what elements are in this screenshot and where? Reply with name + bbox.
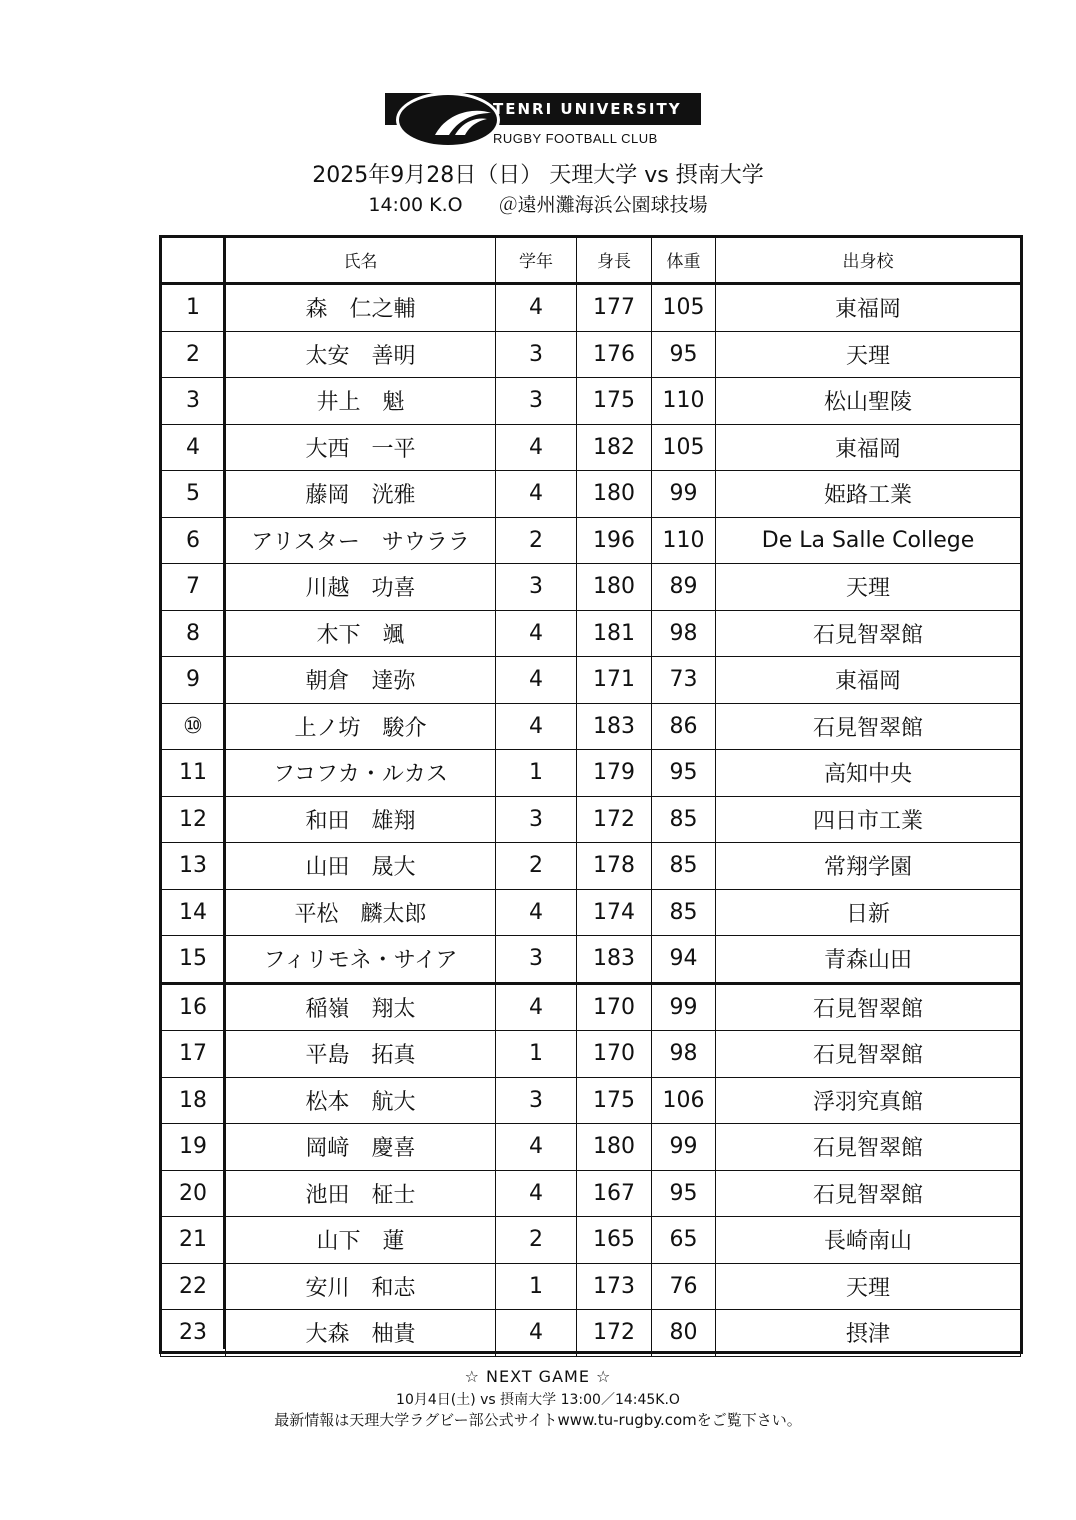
table-row bbox=[161, 796, 1021, 843]
cell-name: 森 仁之輔 bbox=[226, 284, 496, 332]
cell-name: 和田 雄翔 bbox=[226, 796, 496, 843]
table-row bbox=[161, 1263, 1021, 1310]
cell-no: 19 bbox=[161, 1124, 226, 1171]
cell-height: 165 bbox=[577, 1217, 652, 1264]
table-row bbox=[161, 424, 1021, 471]
kickoff-time: 14:00 K.O bbox=[368, 194, 463, 216]
cell-school: 石見智翠館 bbox=[716, 1170, 1021, 1217]
match-subtitle bbox=[0, 190, 1076, 217]
cell-name: 松本 航大 bbox=[226, 1077, 496, 1124]
cell-weight: 73 bbox=[652, 657, 716, 704]
number-column-divider bbox=[223, 236, 226, 1349]
logo-club-name: RUGBY FOOTBALL CLUB bbox=[493, 131, 658, 146]
cell-school: 日新 bbox=[716, 889, 1021, 936]
cell-no: ⑩ bbox=[161, 703, 226, 750]
cell-weight: 95 bbox=[652, 331, 716, 378]
cell-school: 天理 bbox=[716, 331, 1021, 378]
cell-grade: 3 bbox=[496, 796, 577, 843]
cell-grade: 4 bbox=[496, 471, 577, 518]
cell-grade: 4 bbox=[496, 284, 577, 332]
table-row bbox=[161, 1170, 1021, 1217]
logo-university-name: TENRI UNIVERSITY bbox=[493, 100, 682, 118]
cell-no: 18 bbox=[161, 1077, 226, 1124]
cell-name: 大西 一平 bbox=[226, 424, 496, 471]
cell-weight: 80 bbox=[652, 1310, 716, 1357]
cell-no: 6 bbox=[161, 517, 226, 564]
cell-weight: 99 bbox=[652, 983, 716, 1031]
header-name: 氏名 bbox=[226, 237, 496, 284]
cell-no: 21 bbox=[161, 1217, 226, 1264]
cell-name: 山下 蓮 bbox=[226, 1217, 496, 1264]
cell-weight: 106 bbox=[652, 1077, 716, 1124]
table-row bbox=[161, 889, 1021, 936]
cell-height: 183 bbox=[577, 703, 652, 750]
venue: ＠遠州灘海浜公園球技場 bbox=[498, 194, 708, 216]
cell-school: 石見智翠館 bbox=[716, 703, 1021, 750]
cell-school: 常翔学園 bbox=[716, 843, 1021, 890]
cell-height: 172 bbox=[577, 796, 652, 843]
cell-height: 178 bbox=[577, 843, 652, 890]
cell-weight: 98 bbox=[652, 1031, 716, 1078]
cell-weight: 98 bbox=[652, 610, 716, 657]
website-info: 最新情報は天理大学ラグビー部公式サイトwww.tu-rugby.comをご覧下さい。 bbox=[274, 1411, 802, 1429]
cell-no: 15 bbox=[161, 936, 226, 984]
table-row bbox=[161, 657, 1021, 704]
table-row bbox=[161, 284, 1021, 332]
cell-grade: 4 bbox=[496, 657, 577, 704]
table-row bbox=[161, 1124, 1021, 1171]
roster-body bbox=[161, 284, 1021, 1357]
cell-school: 石見智翠館 bbox=[716, 1124, 1021, 1171]
table-row bbox=[161, 703, 1021, 750]
cell-name: 川越 功喜 bbox=[226, 564, 496, 611]
cell-height: 179 bbox=[577, 750, 652, 797]
cell-no: 5 bbox=[161, 471, 226, 518]
cell-school: 天理 bbox=[716, 564, 1021, 611]
table-row bbox=[161, 1310, 1021, 1357]
cell-grade: 2 bbox=[496, 517, 577, 564]
cell-height: 171 bbox=[577, 657, 652, 704]
cell-no: 23 bbox=[161, 1310, 226, 1357]
cell-school: 姫路工業 bbox=[716, 471, 1021, 518]
cell-name: 平島 拓真 bbox=[226, 1031, 496, 1078]
cell-name: 太安 善明 bbox=[226, 331, 496, 378]
next-game-heading: ☆ NEXT GAME ☆ bbox=[464, 1367, 612, 1386]
cell-weight: 99 bbox=[652, 471, 716, 518]
cell-grade: 3 bbox=[496, 331, 577, 378]
cell-weight: 85 bbox=[652, 889, 716, 936]
cell-grade: 4 bbox=[496, 703, 577, 750]
cell-school: 東福岡 bbox=[716, 284, 1021, 332]
cell-school: 松山聖陵 bbox=[716, 378, 1021, 425]
cell-height: 180 bbox=[577, 564, 652, 611]
cell-name: 池田 柾士 bbox=[226, 1170, 496, 1217]
cell-grade: 4 bbox=[496, 889, 577, 936]
cell-no: 4 bbox=[161, 424, 226, 471]
match-title: 2025年9月28日（日） 天理大学 vs 摂南大学 bbox=[312, 163, 764, 188]
cell-name: アリスター サウララ bbox=[226, 517, 496, 564]
cell-name: フコフカ・ルカス bbox=[226, 750, 496, 797]
roster-table bbox=[160, 236, 1021, 1357]
cell-no: 12 bbox=[161, 796, 226, 843]
cell-no: 11 bbox=[161, 750, 226, 797]
table-row bbox=[161, 936, 1021, 984]
cell-grade: 4 bbox=[496, 610, 577, 657]
cell-no: 16 bbox=[161, 983, 226, 1031]
cell-school: 東福岡 bbox=[716, 424, 1021, 471]
table-row bbox=[161, 471, 1021, 518]
cell-name: 稲嶺 翔太 bbox=[226, 983, 496, 1031]
cell-weight: 105 bbox=[652, 424, 716, 471]
next-game-detail: 10月4日(土) vs 摂南大学 13:00／14:45K.O bbox=[396, 1392, 680, 1408]
cell-name: 藤岡 洸雅 bbox=[226, 471, 496, 518]
table-row bbox=[161, 1077, 1021, 1124]
cell-weight: 76 bbox=[652, 1263, 716, 1310]
cell-weight: 95 bbox=[652, 750, 716, 797]
cell-height: 167 bbox=[577, 1170, 652, 1217]
cell-grade: 2 bbox=[496, 843, 577, 890]
cell-no: 14 bbox=[161, 889, 226, 936]
cell-no: 20 bbox=[161, 1170, 226, 1217]
cell-school: 石見智翠館 bbox=[716, 1031, 1021, 1078]
cell-height: 174 bbox=[577, 889, 652, 936]
cell-height: 176 bbox=[577, 331, 652, 378]
cell-school: 高知中央 bbox=[716, 750, 1021, 797]
rugby-ball-logo-icon bbox=[399, 95, 497, 145]
table-row bbox=[161, 331, 1021, 378]
cell-no: 13 bbox=[161, 843, 226, 890]
cell-name: 大森 柚貴 bbox=[226, 1310, 496, 1357]
cell-grade: 4 bbox=[496, 1310, 577, 1357]
header-weight: 体重 bbox=[652, 237, 716, 284]
cell-grade: 1 bbox=[496, 1263, 577, 1310]
cell-school: 東福岡 bbox=[716, 657, 1021, 704]
table-row bbox=[161, 750, 1021, 797]
cell-no: 8 bbox=[161, 610, 226, 657]
cell-grade: 2 bbox=[496, 1217, 577, 1264]
cell-height: 170 bbox=[577, 983, 652, 1031]
cell-weight: 85 bbox=[652, 796, 716, 843]
cell-grade: 4 bbox=[496, 424, 577, 471]
cell-height: 181 bbox=[577, 610, 652, 657]
table-header-row bbox=[161, 237, 1021, 284]
cell-school: 長崎南山 bbox=[716, 1217, 1021, 1264]
cell-height: 173 bbox=[577, 1263, 652, 1310]
cell-no: 17 bbox=[161, 1031, 226, 1078]
header-school: 出身校 bbox=[716, 237, 1021, 284]
cell-height: 196 bbox=[577, 517, 652, 564]
cell-weight: 94 bbox=[652, 936, 716, 984]
cell-grade: 3 bbox=[496, 378, 577, 425]
cell-school: 石見智翠館 bbox=[716, 610, 1021, 657]
cell-no: 2 bbox=[161, 331, 226, 378]
header-number bbox=[161, 237, 226, 284]
cell-grade: 4 bbox=[496, 983, 577, 1031]
cell-weight: 95 bbox=[652, 1170, 716, 1217]
cell-weight: 110 bbox=[652, 378, 716, 425]
cell-height: 180 bbox=[577, 471, 652, 518]
cell-grade: 3 bbox=[496, 564, 577, 611]
cell-grade: 3 bbox=[496, 1077, 577, 1124]
cell-name: 山田 晟大 bbox=[226, 843, 496, 890]
cell-school: 青森山田 bbox=[716, 936, 1021, 984]
cell-grade: 1 bbox=[496, 750, 577, 797]
table-row bbox=[161, 1031, 1021, 1078]
cell-name: 木下 颯 bbox=[226, 610, 496, 657]
cell-name: 安川 和志 bbox=[226, 1263, 496, 1310]
cell-name: 上ノ坊 駿介 bbox=[226, 703, 496, 750]
cell-school: 石見智翠館 bbox=[716, 983, 1021, 1031]
cell-name: フィリモネ・サイア bbox=[226, 936, 496, 984]
cell-school: 天理 bbox=[716, 1263, 1021, 1310]
cell-no: 1 bbox=[161, 284, 226, 332]
cell-grade: 1 bbox=[496, 1031, 577, 1078]
cell-height: 170 bbox=[577, 1031, 652, 1078]
table-row bbox=[161, 1217, 1021, 1264]
club-logo bbox=[385, 93, 701, 149]
cell-height: 183 bbox=[577, 936, 652, 984]
cell-school: 浮羽究真館 bbox=[716, 1077, 1021, 1124]
cell-weight: 110 bbox=[652, 517, 716, 564]
cell-name: 岡﨑 慶喜 bbox=[226, 1124, 496, 1171]
cell-height: 177 bbox=[577, 284, 652, 332]
cell-grade: 4 bbox=[496, 1124, 577, 1171]
cell-grade: 3 bbox=[496, 936, 577, 984]
cell-no: 7 bbox=[161, 564, 226, 611]
cell-height: 175 bbox=[577, 1077, 652, 1124]
cell-weight: 99 bbox=[652, 1124, 716, 1171]
cell-name: 井上 魁 bbox=[226, 378, 496, 425]
cell-height: 182 bbox=[577, 424, 652, 471]
cell-school: 摂津 bbox=[716, 1310, 1021, 1357]
table-row bbox=[161, 610, 1021, 657]
header-height: 身長 bbox=[577, 237, 652, 284]
cell-height: 180 bbox=[577, 1124, 652, 1171]
cell-no: 3 bbox=[161, 378, 226, 425]
cell-weight: 86 bbox=[652, 703, 716, 750]
club-emblem-icon bbox=[425, 105, 501, 141]
cell-no: 22 bbox=[161, 1263, 226, 1310]
cell-weight: 105 bbox=[652, 284, 716, 332]
table-row bbox=[161, 983, 1021, 1031]
cell-school: De La Salle College bbox=[716, 517, 1021, 564]
table-row bbox=[161, 378, 1021, 425]
table-row bbox=[161, 517, 1021, 564]
cell-name: 朝倉 達弥 bbox=[226, 657, 496, 704]
cell-height: 175 bbox=[577, 378, 652, 425]
header-grade: 学年 bbox=[496, 237, 577, 284]
cell-weight: 65 bbox=[652, 1217, 716, 1264]
cell-weight: 89 bbox=[652, 564, 716, 611]
cell-weight: 85 bbox=[652, 843, 716, 890]
table-row bbox=[161, 564, 1021, 611]
cell-height: 172 bbox=[577, 1310, 652, 1357]
cell-school: 四日市工業 bbox=[716, 796, 1021, 843]
table-row bbox=[161, 843, 1021, 890]
cell-no: 9 bbox=[161, 657, 226, 704]
cell-name: 平松 麟太郎 bbox=[226, 889, 496, 936]
cell-grade: 4 bbox=[496, 1170, 577, 1217]
